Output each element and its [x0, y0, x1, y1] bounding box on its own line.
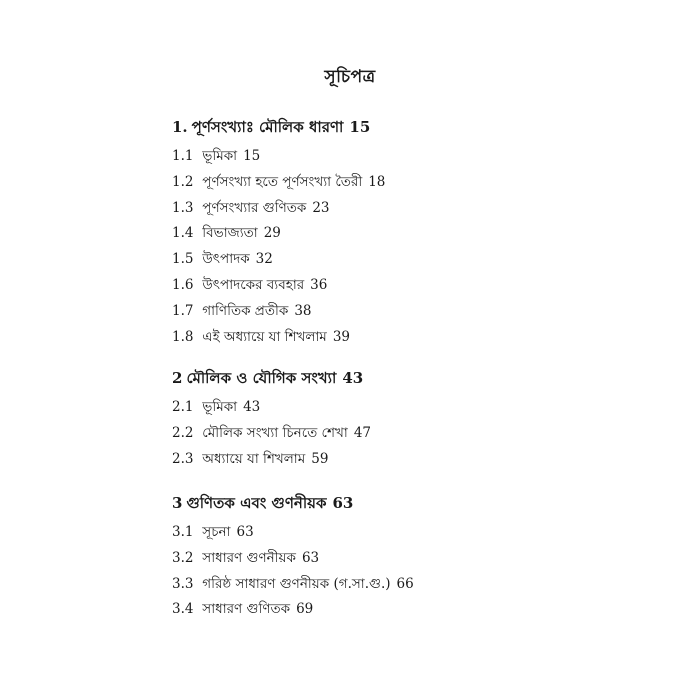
toc-entry	[172, 325, 612, 351]
entry-number: 1.3	[172, 199, 194, 216]
chapter-page-number: 15	[349, 118, 371, 136]
chapter-1	[172, 114, 612, 350]
toc-entry	[172, 447, 612, 473]
toc-entry	[172, 546, 612, 572]
entry-title: বিভাজ্যতা	[202, 225, 258, 242]
chapter-page-number: 43	[342, 369, 364, 387]
chapter-number: 2	[172, 369, 183, 387]
entry-number: 1.1	[172, 148, 194, 164]
chapter-2	[172, 365, 612, 472]
entry-title: ভূমিকা	[202, 148, 238, 164]
entry-number: 1.6	[172, 276, 194, 293]
toc-entry	[172, 572, 612, 598]
toc-entry	[172, 421, 612, 447]
toc-entry	[172, 395, 612, 421]
entry-page-number: 18	[368, 173, 386, 190]
entry-title: সাধারণ গুণনীয়ক	[202, 549, 296, 566]
entry-page-number: 39	[332, 328, 350, 345]
entry-page-number: 47	[353, 424, 371, 441]
entry-page-number: 32	[255, 251, 273, 268]
toc-entry	[172, 221, 612, 247]
toc-entry	[172, 520, 612, 546]
toc-entry	[172, 144, 612, 170]
entry-number: 3.1	[172, 524, 194, 540]
entry-title: উৎপাদকের ব্যবহার	[202, 276, 305, 293]
entry-title: মৌলিক সংখ্যা চিনতে শেখা	[202, 424, 348, 441]
entry-title: পূর্ণসংখ্যা হতে পূর্ণসংখ্যা তৈরী	[202, 173, 363, 190]
chapter-page-number: 63	[332, 494, 354, 512]
entry-number: 3.2	[172, 549, 194, 566]
entry-page-number: 63	[236, 524, 254, 540]
entry-number: 1.2	[172, 173, 194, 190]
entry-page-number: 36	[310, 276, 328, 293]
toc-entry	[172, 273, 612, 299]
entry-number: 2.2	[172, 424, 194, 441]
chapter-title: মৌলিক ও যৌগিক সংখ্যা	[186, 369, 337, 387]
entry-number: 2.1	[172, 399, 194, 415]
entry-page-number: 23	[312, 199, 330, 216]
entry-number: 1.5	[172, 251, 194, 268]
entry-title: অধ্যায়ে যা শিখলাম	[202, 450, 306, 467]
chapter-title: পূর্ণসংখ্যাঃ মৌলিক ধারণা	[191, 118, 344, 136]
entry-page-number: 15	[243, 148, 261, 164]
entry-title: গরিষ্ঠ সাধারণ গুণনীয়ক (গ.সা.গু.)	[202, 575, 391, 592]
entry-title: এই অধ্যায়ে যা শিখলাম	[202, 328, 327, 345]
toc-entry	[172, 597, 612, 623]
toc-entry	[172, 196, 612, 222]
entry-number: 1.7	[172, 302, 194, 319]
chapter-number: 3	[172, 494, 183, 512]
toc-title: সূচিপত্র	[324, 67, 376, 87]
chapter-3	[172, 490, 612, 623]
entry-page-number: 29	[263, 225, 281, 242]
entry-page-number: 43	[243, 399, 261, 415]
entry-title: উৎপাদক	[202, 251, 250, 268]
entry-page-number: 66	[396, 575, 414, 592]
toc-entry	[172, 247, 612, 273]
entry-page-number: 38	[294, 302, 312, 319]
chapter-heading	[172, 365, 612, 391]
entry-number: 1.4	[172, 225, 194, 242]
toc-entry	[172, 299, 612, 325]
entry-title: গাণিতিক প্রতীক	[202, 302, 289, 319]
entry-number: 1.8	[172, 328, 194, 345]
entry-page-number: 69	[296, 601, 314, 618]
entry-page-number: 59	[311, 450, 329, 467]
entry-page-number: 63	[301, 549, 320, 566]
chapter-number: 1.	[172, 118, 188, 136]
chapter-heading	[172, 490, 612, 516]
toc-entry	[172, 170, 612, 196]
entry-number: 2.3	[172, 450, 194, 467]
entry-title: পূর্ণসংখ্যার গুণিতক	[202, 199, 307, 216]
entry-number: 3.3	[172, 575, 194, 592]
entry-title: সূচনা	[202, 524, 231, 540]
entry-number: 3.4	[172, 601, 194, 618]
chapter-heading	[172, 114, 612, 140]
entry-title: ভূমিকা	[202, 399, 238, 415]
chapter-title: গুণিতক এবং গুণনীয়ক	[186, 494, 327, 512]
entry-title: সাধারণ গুণিতক	[202, 601, 291, 618]
